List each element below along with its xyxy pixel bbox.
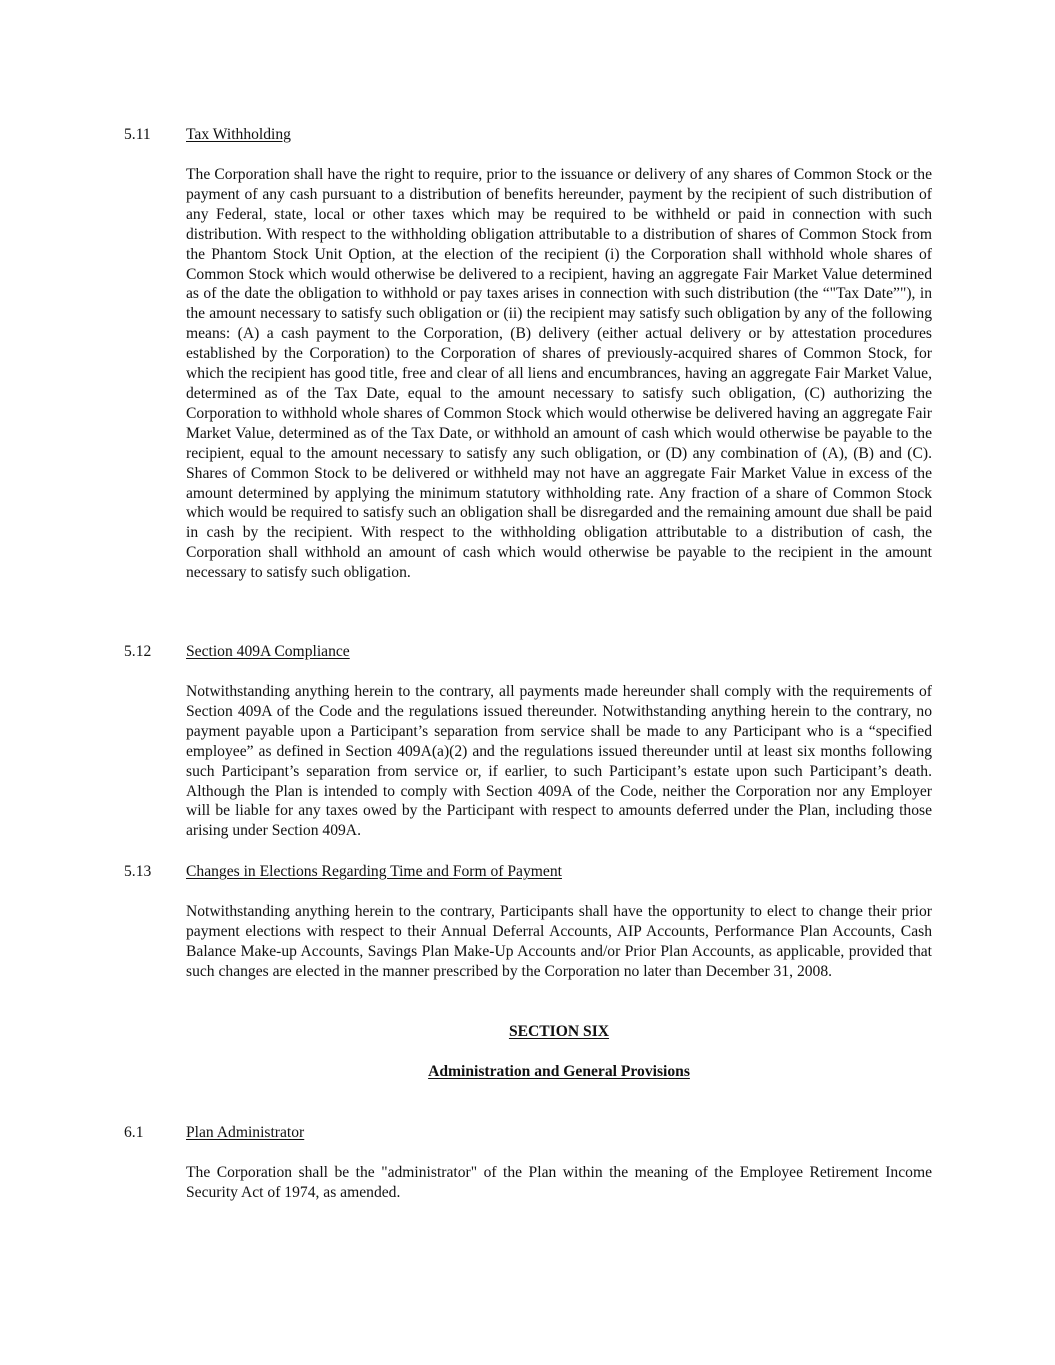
section-number: 5.12 <box>124 643 152 660</box>
section-title: Tax Withholding <box>186 126 291 143</box>
section-title: Plan Administrator <box>186 1124 305 1141</box>
section-5-12-heading <box>124 642 934 662</box>
section-title: Changes in Elections Regarding Time and Form of Payment <box>186 863 562 880</box>
section-6-1-body: The Corporation shall be the "administrator" of the Plan within the meaning of the Employee Retirement Income Security Act of 1974, as amended. <box>186 1164 932 1201</box>
section-5-11-body: The Corporation shall have the right to require, prior to the issuance or delivery of any shares of Common Stock or the payment of any cash pursuant to a distribution of benefits hereunder, payment by the recipient of such distribution of any Federal, state, local or other taxes which may be required to be withheld or paid in connection with such distribution. With respect to the withholding obligation attributable to a distribution of shares of Common Stock from the Phantom Stock Unit Option, at the election of the recipient (i) the Corporation shall withhold whole shares of Common Stock which would otherwise be delivered to a recipient, having an aggregate Fair Market Value determined as of the date the obligation to withhold or pay taxes arises in connection with such distribution (the “"Tax Date”"), in the amount necessary to satisfy such obligation or (ii) the recipient may satisfy such obligation by any of the following means: (A) a cash payment to the Corporation, (B) delivery (either actual delivery or by attestation procedures established by the Corporation) to the Corporation of shares of previously-acquired shares of Common Stock, for which the recipient has good title, free and clear of all liens and encumbrances, having an aggregate Fair Market Value, determined as of the Tax Date, equal to the amount necessary to satisfy such obligation, (C) authorizing the Corporation to withhold whole shares of Common Stock which would otherwise be delivered having an aggregate Fair Market Value, determined as of the Tax Date, or withhold an amount of cash which would otherwise be payable to the recipient, equal to the amount necessary to satisfy any such obligation, or (D) any combination of (A), (B) and (C). Shares of Common Stock to be delivered or withheld may not have an aggregate Fair Market Value in excess of the amount determined by applying the minimum statutory withholding rate. Any fraction of a share of Common Stock which would be required to satisfy such an obligation shall be disregarded and the remaining amount due shall be paid in cash by the recipient. With respect to the withholding obligation attributable to a distribution of cash, the Corporation shall withhold an amount of cash which would otherwise be payable to the recipient in the amount necessary to satisfy such obligation. <box>186 166 932 582</box>
section-5-13-body: Notwithstanding anything herein to the contrary, Participants shall have the opportunity to elect to change their prior payment elections with respect to their Annual Deferral Accounts, AIP Accounts, Performance Plan Accounts, Cash Balance Make-up Accounts, Savings Plan Make-Up Accounts and/or Prior Plan Accounts, as applicable, provided that such changes are elected in the manner prescribed by the Corporation no later than December 31, 2008. <box>186 903 932 980</box>
section-6-1-heading <box>124 1123 934 1143</box>
section-number: 5.13 <box>124 863 152 880</box>
section-5-13-heading <box>124 862 934 882</box>
section-number: 5.11 <box>124 126 151 143</box>
section-six-subheading: Administration and General Provisions <box>428 1063 690 1080</box>
section-5-11-heading <box>124 125 934 145</box>
section-5-12-body: Notwithstanding anything herein to the contrary, all payments made hereunder shall comply with the requirements of Section 409A of the Code and the regulations issued thereunder. Notwithstanding anything herein to the contrary, no payment payable upon a Participant’s separation from service shall be made to any Participant who is a “specified employee” as defined in Section 409A(a)(2) and the regulations issued thereunder until at least six months following such Participant’s separation from service or, if earlier, to such Participant’s estate upon such Participant’s death. Although the Plan is intended to comply with Section 409A of the Code, neither the Corporation nor any Employer will be liable for any taxes owed by the Participant with respect to amounts deferred under the Plan, including those arising under Section 409A. <box>186 683 932 840</box>
section-six-heading: SECTION SIX <box>508 1023 610 1040</box>
section-title: Section 409A Compliance <box>186 643 350 660</box>
section-number: 6.1 <box>124 1124 144 1141</box>
